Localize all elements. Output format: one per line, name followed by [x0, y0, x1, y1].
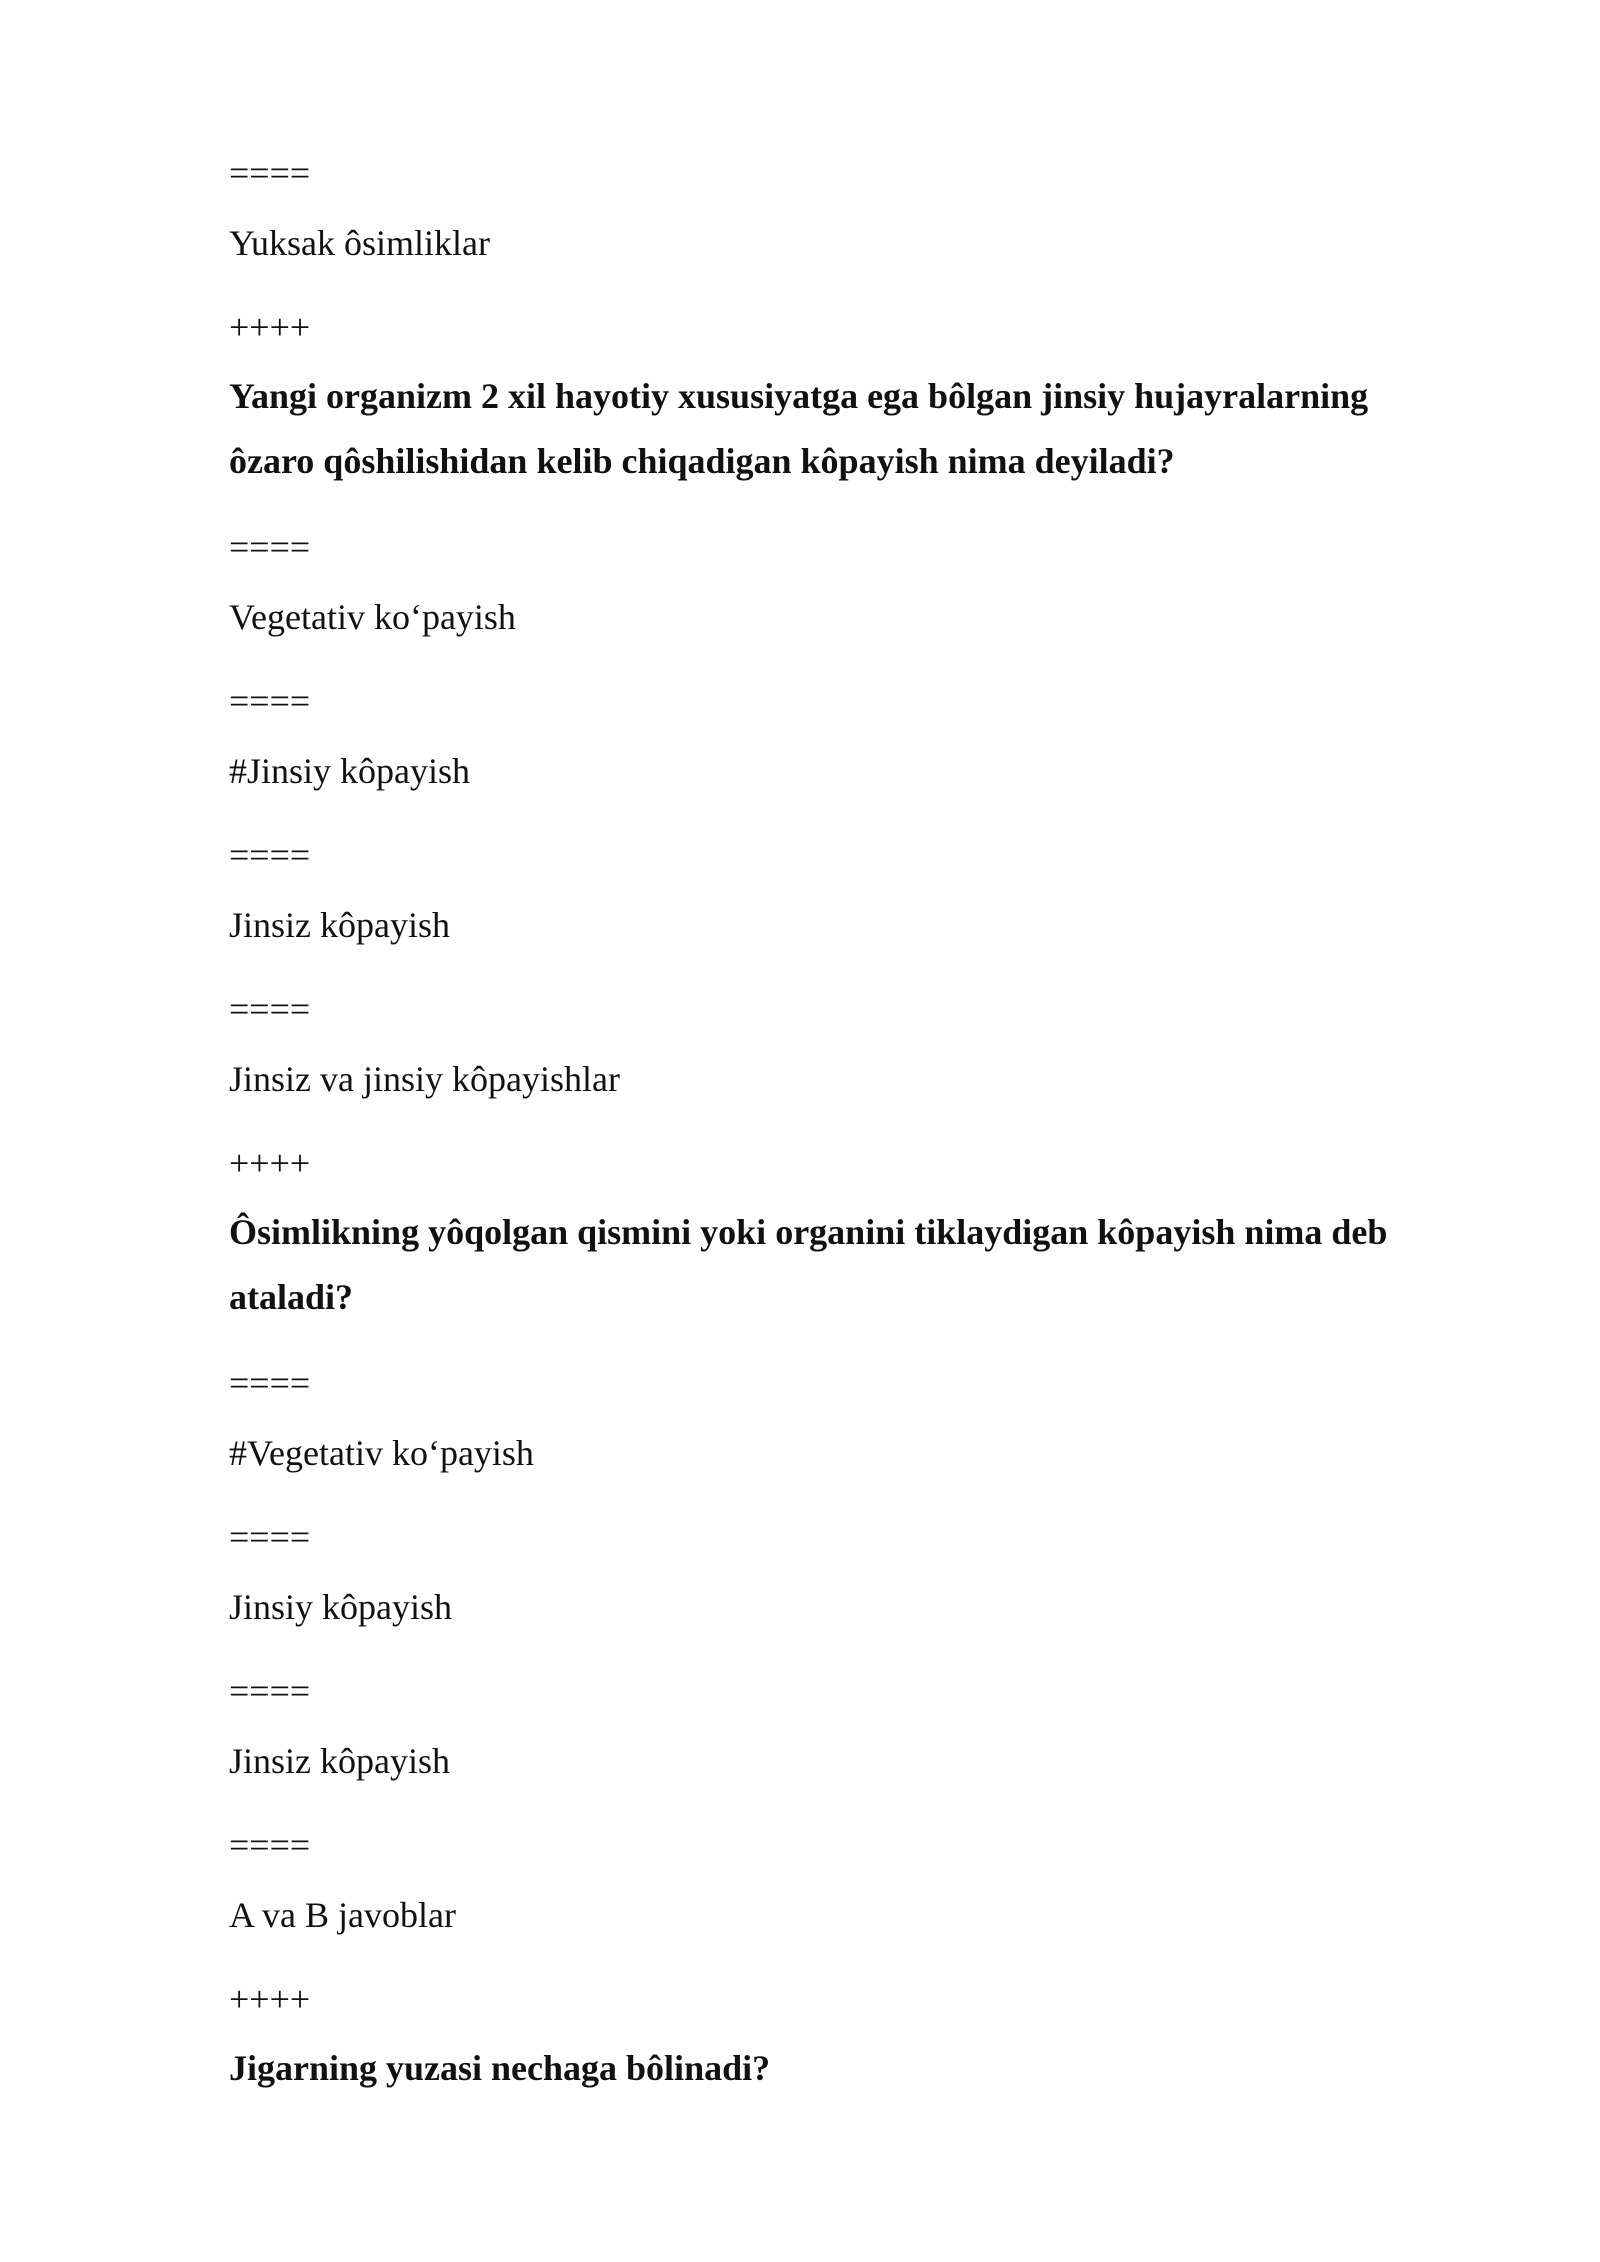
question-text: Ôsimlikning yôqolgan qismini yoki organini tiklaydigan kôpayish nima deb ataladi?: [229, 1212, 1397, 1317]
question-separator: ++++: [229, 1143, 311, 1183]
question-separator: ++++: [229, 307, 311, 347]
separator-line: ====: [229, 681, 311, 721]
answer-option: Jinsiz kôpayish: [229, 1741, 450, 1781]
separator-line: ====: [229, 1517, 311, 1557]
separator-line: ====: [229, 527, 311, 567]
answer-option: Jinsiy kôpayish: [229, 1587, 453, 1627]
answer-option: Vegetativ ko‘payish: [229, 597, 516, 637]
separator-line: ====: [229, 989, 311, 1029]
separator-line: ====: [229, 1363, 311, 1403]
answer-option-correct: #Jinsiy kôpayish: [229, 751, 471, 791]
separator-line: ====: [229, 835, 311, 875]
answer-option: Yuksak ôsimliklar: [229, 223, 490, 263]
answer-option: Jinsiz kôpayish: [229, 905, 450, 945]
question-separator: ++++: [229, 1979, 311, 2019]
question-text: Yangi organizm 2 xil hayotiy xususiyatga ega bôlgan jinsiy hujayralarning ôzaro qôshilishidan kelib chiqadigan kôpayish nima deyiladi?: [229, 376, 1378, 481]
separator-line: ====: [229, 153, 311, 193]
separator-line: ====: [229, 1671, 311, 1711]
document-page: [229, 150, 1459, 2131]
question-text: Jigarning yuzasi nechaga bôlinadi?: [229, 2048, 771, 2088]
separator-line: ====: [229, 1825, 311, 1865]
answer-option-correct: #Vegetativ ko‘payish: [229, 1433, 534, 1473]
answer-option: A va B javoblar: [229, 1895, 456, 1935]
answer-option: Jinsiz va jinsiy kôpayishlar: [229, 1059, 620, 1099]
